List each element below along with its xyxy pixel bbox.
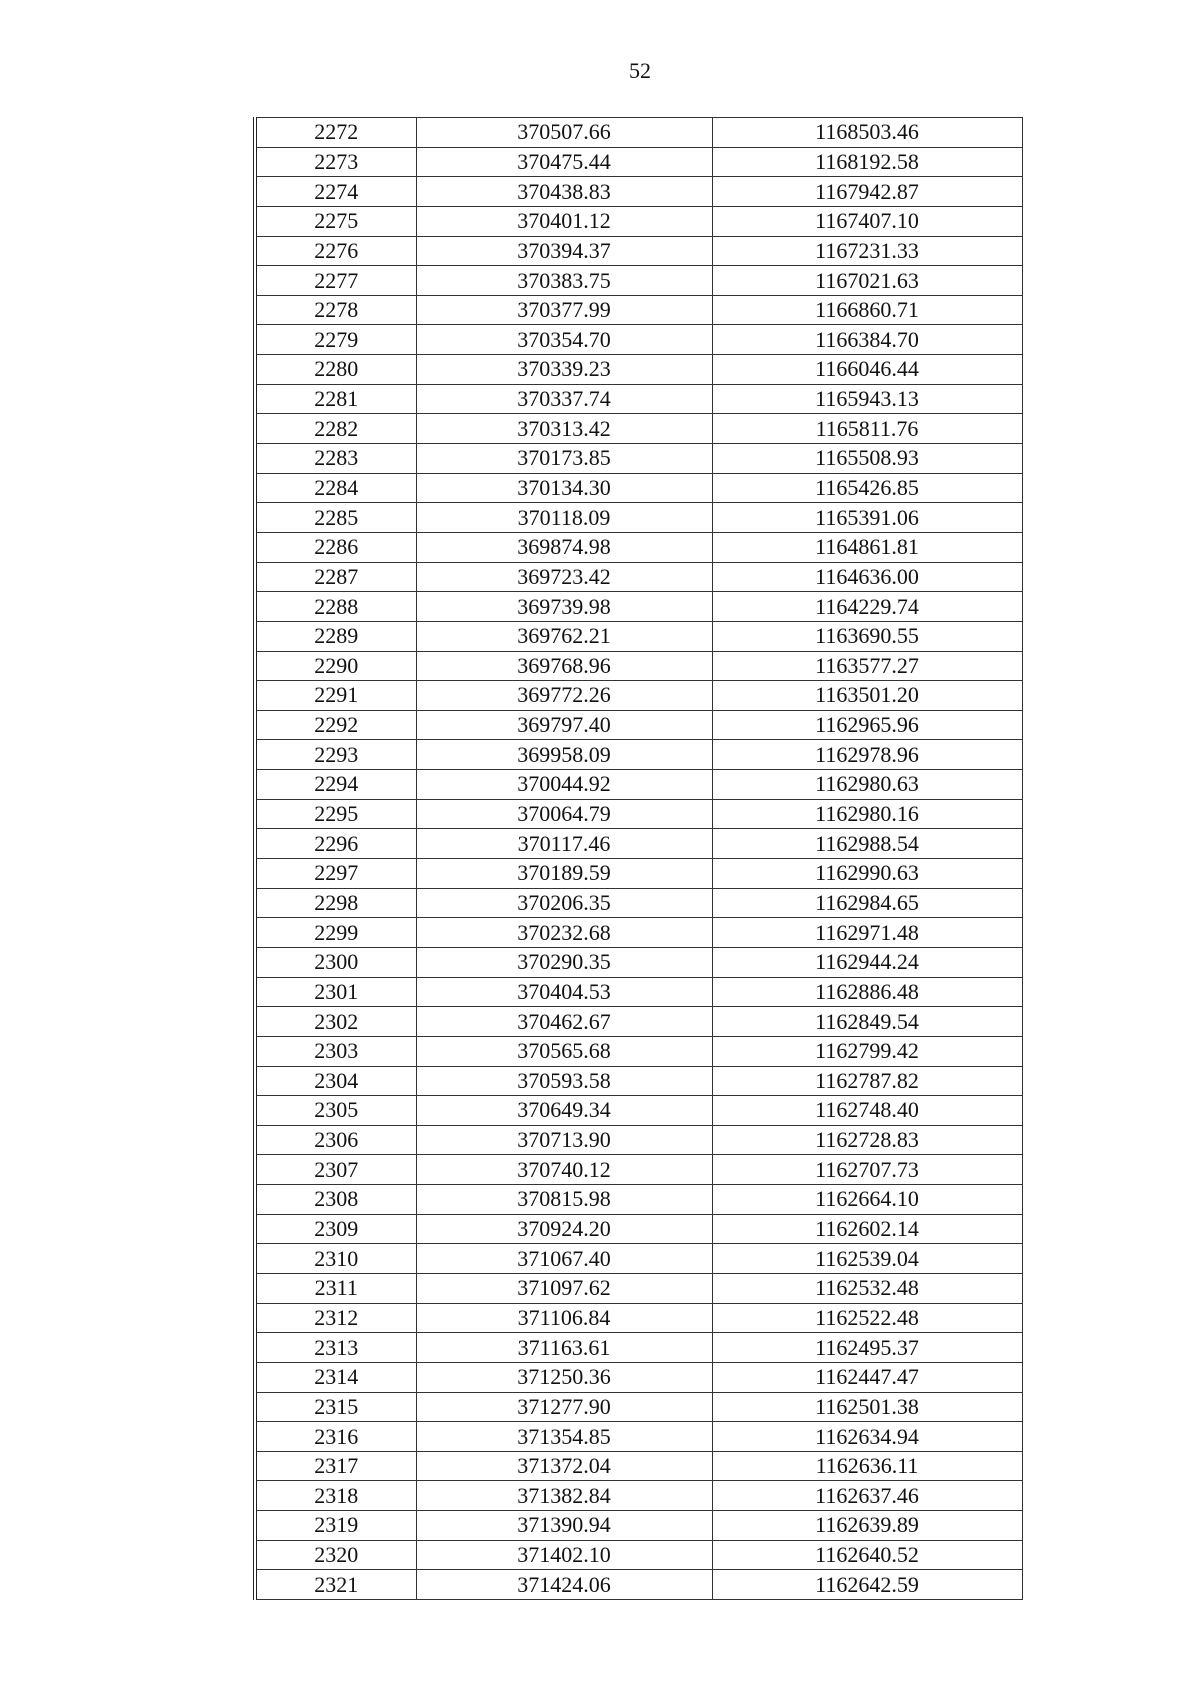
y-coordinate-cell: 1163501.20 xyxy=(712,681,1022,711)
table-row xyxy=(255,384,1022,414)
y-coordinate-cell: 1162849.54 xyxy=(712,1007,1022,1037)
table-row xyxy=(255,1185,1022,1215)
table-row xyxy=(255,355,1022,385)
x-coordinate-cell: 370565.68 xyxy=(416,1036,712,1066)
x-coordinate-cell: 371354.85 xyxy=(416,1422,712,1452)
y-coordinate-cell: 1162539.04 xyxy=(712,1244,1022,1274)
point-number-cell: 2287 xyxy=(255,562,416,592)
x-coordinate-cell: 370339.23 xyxy=(416,355,712,385)
y-coordinate-cell: 1162978.96 xyxy=(712,740,1022,770)
table-row xyxy=(255,710,1022,740)
x-coordinate-cell: 370401.12 xyxy=(416,206,712,236)
y-coordinate-cell: 1162984.65 xyxy=(712,888,1022,918)
x-coordinate-cell: 371250.36 xyxy=(416,1362,712,1392)
point-number-cell: 2315 xyxy=(255,1392,416,1422)
point-number-cell: 2317 xyxy=(255,1451,416,1481)
y-coordinate-cell: 1162664.10 xyxy=(712,1185,1022,1215)
point-number-cell: 2301 xyxy=(255,977,416,1007)
point-number-cell: 2318 xyxy=(255,1481,416,1511)
point-number-cell: 2303 xyxy=(255,1036,416,1066)
table-row xyxy=(255,532,1022,562)
table-row xyxy=(255,1362,1022,1392)
y-coordinate-cell: 1162990.63 xyxy=(712,859,1022,889)
table-row xyxy=(255,829,1022,859)
y-coordinate-cell: 1167407.10 xyxy=(712,206,1022,236)
table-row xyxy=(255,503,1022,533)
table-row xyxy=(255,177,1022,207)
y-coordinate-cell: 1162532.48 xyxy=(712,1273,1022,1303)
table-row xyxy=(255,266,1022,296)
point-number-cell: 2277 xyxy=(255,266,416,296)
y-coordinate-cell: 1163577.27 xyxy=(712,651,1022,681)
point-number-cell: 2310 xyxy=(255,1244,416,1274)
table-row xyxy=(255,1303,1022,1333)
y-coordinate-cell: 1162799.42 xyxy=(712,1036,1022,1066)
point-number-cell: 2273 xyxy=(255,147,416,177)
x-coordinate-cell: 371402.10 xyxy=(416,1540,712,1570)
point-number-cell: 2278 xyxy=(255,295,416,325)
y-coordinate-cell: 1162634.94 xyxy=(712,1422,1022,1452)
y-coordinate-cell: 1162980.63 xyxy=(712,770,1022,800)
x-coordinate-cell: 371382.84 xyxy=(416,1481,712,1511)
x-coordinate-cell: 369874.98 xyxy=(416,532,712,562)
point-number-cell: 2288 xyxy=(255,592,416,622)
point-number-cell: 2272 xyxy=(255,118,416,148)
point-number-cell: 2280 xyxy=(255,355,416,385)
table-row xyxy=(255,444,1022,474)
coordinates-table-container xyxy=(253,117,1020,1600)
x-coordinate-cell: 370377.99 xyxy=(416,295,712,325)
x-coordinate-cell: 369958.09 xyxy=(416,740,712,770)
x-coordinate-cell: 370404.53 xyxy=(416,977,712,1007)
table-row xyxy=(255,859,1022,889)
page-number: 52 xyxy=(629,58,651,83)
table-row xyxy=(255,414,1022,444)
table-row xyxy=(255,1333,1022,1363)
point-number-cell: 2281 xyxy=(255,384,416,414)
point-number-cell: 2298 xyxy=(255,888,416,918)
table-row xyxy=(255,562,1022,592)
y-coordinate-cell: 1162980.16 xyxy=(712,799,1022,829)
table-row xyxy=(255,621,1022,651)
x-coordinate-cell: 370507.66 xyxy=(416,118,712,148)
x-coordinate-cell: 370189.59 xyxy=(416,859,712,889)
x-coordinate-cell: 371372.04 xyxy=(416,1451,712,1481)
coordinates-table xyxy=(253,117,1023,1600)
point-number-cell: 2300 xyxy=(255,947,416,977)
point-number-cell: 2302 xyxy=(255,1007,416,1037)
y-coordinate-cell: 1165811.76 xyxy=(712,414,1022,444)
y-coordinate-cell: 1162602.14 xyxy=(712,1214,1022,1244)
point-number-cell: 2305 xyxy=(255,1096,416,1126)
x-coordinate-cell: 371067.40 xyxy=(416,1244,712,1274)
x-coordinate-cell: 370313.42 xyxy=(416,414,712,444)
y-coordinate-cell: 1167021.63 xyxy=(712,266,1022,296)
point-number-cell: 2311 xyxy=(255,1273,416,1303)
x-coordinate-cell: 371390.94 xyxy=(416,1511,712,1541)
y-coordinate-cell: 1166384.70 xyxy=(712,325,1022,355)
table-row xyxy=(255,1155,1022,1185)
table-row xyxy=(255,651,1022,681)
y-coordinate-cell: 1162944.24 xyxy=(712,947,1022,977)
y-coordinate-cell: 1162636.11 xyxy=(712,1451,1022,1481)
y-coordinate-cell: 1166046.44 xyxy=(712,355,1022,385)
table-row xyxy=(255,1007,1022,1037)
x-coordinate-cell: 369739.98 xyxy=(416,592,712,622)
table-row xyxy=(255,1066,1022,1096)
x-coordinate-cell: 370649.34 xyxy=(416,1096,712,1126)
point-number-cell: 2295 xyxy=(255,799,416,829)
point-number-cell: 2284 xyxy=(255,473,416,503)
point-number-cell: 2291 xyxy=(255,681,416,711)
x-coordinate-cell: 370593.58 xyxy=(416,1066,712,1096)
point-number-cell: 2314 xyxy=(255,1362,416,1392)
y-coordinate-cell: 1165508.93 xyxy=(712,444,1022,474)
point-number-cell: 2294 xyxy=(255,770,416,800)
table-row xyxy=(255,118,1022,148)
table-row xyxy=(255,147,1022,177)
x-coordinate-cell: 370475.44 xyxy=(416,147,712,177)
y-coordinate-cell: 1163690.55 xyxy=(712,621,1022,651)
point-number-cell: 2299 xyxy=(255,918,416,948)
x-coordinate-cell: 370462.67 xyxy=(416,1007,712,1037)
table-row xyxy=(255,1422,1022,1452)
y-coordinate-cell: 1162447.47 xyxy=(712,1362,1022,1392)
x-coordinate-cell: 371097.62 xyxy=(416,1273,712,1303)
y-coordinate-cell: 1162522.48 xyxy=(712,1303,1022,1333)
x-coordinate-cell: 370118.09 xyxy=(416,503,712,533)
table-row xyxy=(255,1125,1022,1155)
table-row xyxy=(255,1096,1022,1126)
point-number-cell: 2290 xyxy=(255,651,416,681)
point-number-cell: 2276 xyxy=(255,236,416,266)
point-number-cell: 2292 xyxy=(255,710,416,740)
point-number-cell: 2286 xyxy=(255,532,416,562)
table-row xyxy=(255,1036,1022,1066)
point-number-cell: 2319 xyxy=(255,1511,416,1541)
x-coordinate-cell: 369768.96 xyxy=(416,651,712,681)
x-coordinate-cell: 370383.75 xyxy=(416,266,712,296)
x-coordinate-cell: 371277.90 xyxy=(416,1392,712,1422)
table-row xyxy=(255,1570,1022,1600)
table-row xyxy=(255,1273,1022,1303)
y-coordinate-cell: 1162988.54 xyxy=(712,829,1022,859)
x-coordinate-cell: 369772.26 xyxy=(416,681,712,711)
point-number-cell: 2275 xyxy=(255,206,416,236)
table-row xyxy=(255,799,1022,829)
x-coordinate-cell: 371106.84 xyxy=(416,1303,712,1333)
x-coordinate-cell: 369797.40 xyxy=(416,710,712,740)
point-number-cell: 2289 xyxy=(255,621,416,651)
x-coordinate-cell: 370206.35 xyxy=(416,888,712,918)
x-coordinate-cell: 370354.70 xyxy=(416,325,712,355)
point-number-cell: 2296 xyxy=(255,829,416,859)
point-number-cell: 2285 xyxy=(255,503,416,533)
table-row xyxy=(255,592,1022,622)
x-coordinate-cell: 370290.35 xyxy=(416,947,712,977)
table-row xyxy=(255,1481,1022,1511)
y-coordinate-cell: 1162640.52 xyxy=(712,1540,1022,1570)
y-coordinate-cell: 1162728.83 xyxy=(712,1125,1022,1155)
y-coordinate-cell: 1164861.81 xyxy=(712,532,1022,562)
x-coordinate-cell: 370173.85 xyxy=(416,444,712,474)
table-row xyxy=(255,947,1022,977)
table-row xyxy=(255,770,1022,800)
y-coordinate-cell: 1167942.87 xyxy=(712,177,1022,207)
coordinates-table-body xyxy=(255,118,1022,1600)
point-number-cell: 2316 xyxy=(255,1422,416,1452)
y-coordinate-cell: 1162971.48 xyxy=(712,918,1022,948)
point-number-cell: 2282 xyxy=(255,414,416,444)
y-coordinate-cell: 1165943.13 xyxy=(712,384,1022,414)
point-number-cell: 2308 xyxy=(255,1185,416,1215)
point-number-cell: 2304 xyxy=(255,1066,416,1096)
y-coordinate-cell: 1162639.89 xyxy=(712,1511,1022,1541)
x-coordinate-cell: 370064.79 xyxy=(416,799,712,829)
table-row xyxy=(255,473,1022,503)
y-coordinate-cell: 1168192.58 xyxy=(712,147,1022,177)
y-coordinate-cell: 1162886.48 xyxy=(712,977,1022,1007)
y-coordinate-cell: 1162965.96 xyxy=(712,710,1022,740)
x-coordinate-cell: 370044.92 xyxy=(416,770,712,800)
point-number-cell: 2312 xyxy=(255,1303,416,1333)
y-coordinate-cell: 1162787.82 xyxy=(712,1066,1022,1096)
x-coordinate-cell: 371424.06 xyxy=(416,1570,712,1600)
x-coordinate-cell: 369723.42 xyxy=(416,562,712,592)
point-number-cell: 2274 xyxy=(255,177,416,207)
y-coordinate-cell: 1167231.33 xyxy=(712,236,1022,266)
point-number-cell: 2320 xyxy=(255,1540,416,1570)
x-coordinate-cell: 370924.20 xyxy=(416,1214,712,1244)
x-coordinate-cell: 370815.98 xyxy=(416,1185,712,1215)
x-coordinate-cell: 370713.90 xyxy=(416,1125,712,1155)
y-coordinate-cell: 1162707.73 xyxy=(712,1155,1022,1185)
table-row xyxy=(255,325,1022,355)
point-number-cell: 2279 xyxy=(255,325,416,355)
point-number-cell: 2293 xyxy=(255,740,416,770)
x-coordinate-cell: 369762.21 xyxy=(416,621,712,651)
x-coordinate-cell: 370232.68 xyxy=(416,918,712,948)
table-row xyxy=(255,918,1022,948)
y-coordinate-cell: 1164229.74 xyxy=(712,592,1022,622)
table-row xyxy=(255,888,1022,918)
y-coordinate-cell: 1162637.46 xyxy=(712,1481,1022,1511)
point-number-cell: 2321 xyxy=(255,1570,416,1600)
y-coordinate-cell: 1166860.71 xyxy=(712,295,1022,325)
point-number-cell: 2283 xyxy=(255,444,416,474)
x-coordinate-cell: 370134.30 xyxy=(416,473,712,503)
table-row xyxy=(255,206,1022,236)
point-number-cell: 2306 xyxy=(255,1125,416,1155)
table-row xyxy=(255,1511,1022,1541)
y-coordinate-cell: 1165426.85 xyxy=(712,473,1022,503)
table-row xyxy=(255,295,1022,325)
x-coordinate-cell: 370337.74 xyxy=(416,384,712,414)
y-coordinate-cell: 1168503.46 xyxy=(712,118,1022,148)
point-number-cell: 2297 xyxy=(255,859,416,889)
y-coordinate-cell: 1165391.06 xyxy=(712,503,1022,533)
x-coordinate-cell: 370740.12 xyxy=(416,1155,712,1185)
y-coordinate-cell: 1162501.38 xyxy=(712,1392,1022,1422)
x-coordinate-cell: 371163.61 xyxy=(416,1333,712,1363)
y-coordinate-cell: 1164636.00 xyxy=(712,562,1022,592)
y-coordinate-cell: 1162495.37 xyxy=(712,1333,1022,1363)
x-coordinate-cell: 370394.37 xyxy=(416,236,712,266)
point-number-cell: 2313 xyxy=(255,1333,416,1363)
table-row xyxy=(255,1392,1022,1422)
table-row xyxy=(255,1540,1022,1570)
y-coordinate-cell: 1162642.59 xyxy=(712,1570,1022,1600)
table-row xyxy=(255,1214,1022,1244)
table-row xyxy=(255,681,1022,711)
x-coordinate-cell: 370117.46 xyxy=(416,829,712,859)
point-number-cell: 2307 xyxy=(255,1155,416,1185)
point-number-cell: 2309 xyxy=(255,1214,416,1244)
table-row xyxy=(255,1244,1022,1274)
table-row xyxy=(255,740,1022,770)
table-row xyxy=(255,236,1022,266)
x-coordinate-cell: 370438.83 xyxy=(416,177,712,207)
y-coordinate-cell: 1162748.40 xyxy=(712,1096,1022,1126)
table-row xyxy=(255,1451,1022,1481)
table-row xyxy=(255,977,1022,1007)
